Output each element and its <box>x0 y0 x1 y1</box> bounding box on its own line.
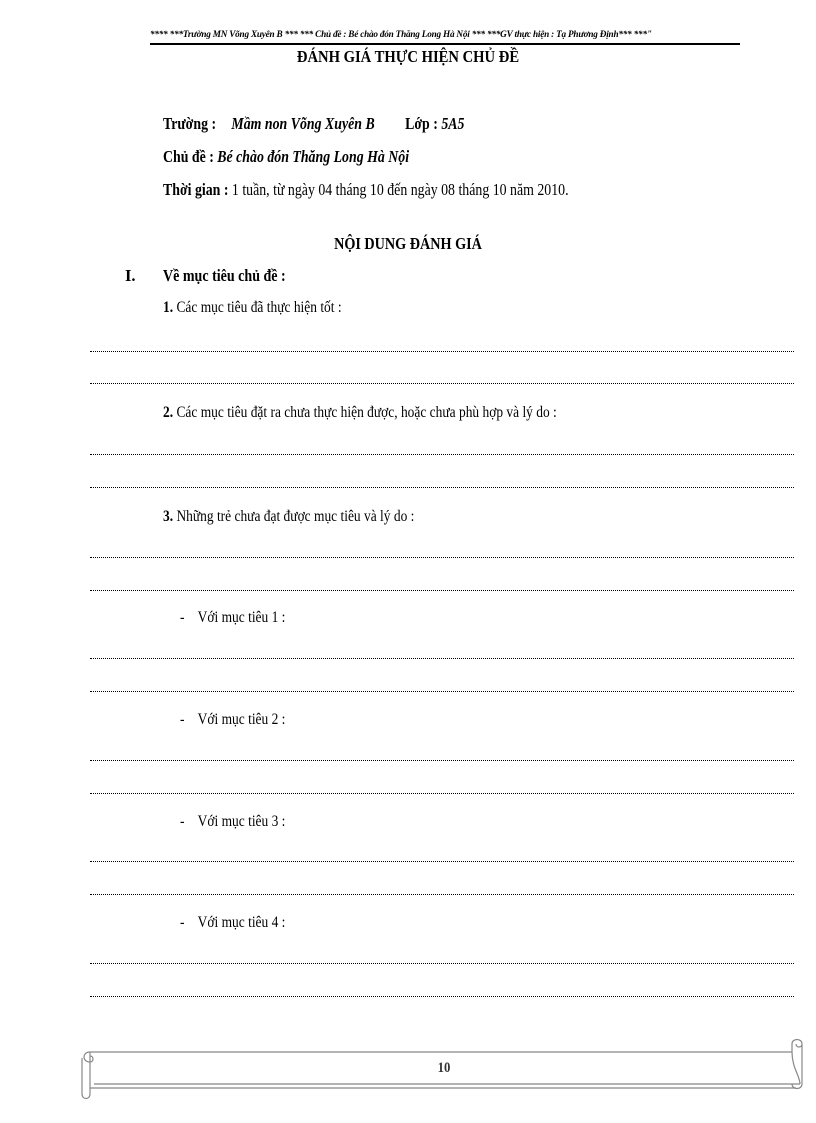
answer-line[interactable] <box>90 557 794 558</box>
item-number: 3. <box>163 508 174 525</box>
answer-line[interactable] <box>90 351 794 352</box>
time-line <box>163 180 569 200</box>
answer-line[interactable] <box>90 454 794 455</box>
answer-line[interactable] <box>90 658 794 659</box>
bullet-goal-3 <box>180 813 285 831</box>
page-number: 10 <box>437 1060 451 1076</box>
item-1 <box>163 299 342 317</box>
answer-line[interactable] <box>90 691 794 692</box>
topic-value: Bé chào đón Thăng Long Hà Nội <box>217 147 410 166</box>
answer-line[interactable] <box>90 383 794 384</box>
topic-label: Chủ đề : <box>163 147 214 166</box>
bullet-dash: - <box>180 914 185 931</box>
item-2 <box>163 404 557 422</box>
answer-line[interactable] <box>90 963 794 964</box>
section-numeral: I. <box>125 266 136 285</box>
bullet-text: Với mục tiêu 2 : <box>197 711 286 728</box>
bullet-dash: - <box>180 813 185 830</box>
class-label: Lớp : <box>405 114 438 133</box>
bullet-text: Với mục tiêu 3 : <box>197 813 286 830</box>
item-text: Những trẻ chưa đạt được mục tiêu và lý do : <box>176 508 415 525</box>
bullet-text: Với mục tiêu 1 : <box>197 609 286 626</box>
school-line <box>163 114 464 134</box>
item-3 <box>163 508 414 526</box>
bullet-dash: - <box>180 609 185 626</box>
item-text: Các mục tiêu đặt ra chưa thực hiện được, hoặc chưa phù hợp và lý do : <box>176 404 557 421</box>
bullet-goal-1 <box>180 609 285 627</box>
topic-line <box>163 147 409 167</box>
bullet-text: Với mục tiêu 4 : <box>197 914 286 931</box>
item-number: 1. <box>163 299 174 316</box>
answer-line[interactable] <box>90 861 794 862</box>
time-value: 1 tuần, từ ngày 04 tháng 10 đến ngày 08 tháng 10 năm 2010. <box>231 180 569 199</box>
answer-line[interactable] <box>90 487 794 488</box>
bullet-dash: - <box>180 711 185 728</box>
bullet-goal-4 <box>180 914 285 932</box>
school-label: Trường : <box>163 114 217 133</box>
section-title: NỘI DUNG ĐÁNH GIÁ <box>334 234 482 253</box>
school-value: Mầm non Võng Xuyên B <box>231 114 375 133</box>
answer-line[interactable] <box>90 590 794 591</box>
header-rule <box>150 43 740 45</box>
running-header: **** ***Trường MN Võng Xuyên B *** *** Chủ đề : Bé chào đón Thăng Long Hà Nội *** ***GV thực hiện : Tạ Phương Định*** ***" <box>150 29 652 39</box>
time-label: Thời gian : <box>163 180 229 199</box>
section-label: Về mục tiêu chủ đề : <box>163 266 286 285</box>
item-number: 2. <box>163 404 174 421</box>
class-value: 5A5 <box>441 114 465 133</box>
bullet-goal-2 <box>180 711 285 729</box>
answer-line[interactable] <box>90 793 794 794</box>
answer-line[interactable] <box>90 996 794 997</box>
answer-line[interactable] <box>90 760 794 761</box>
answer-line[interactable] <box>90 894 794 895</box>
item-text: Các mục tiêu đã thực hiện tốt : <box>176 299 342 316</box>
document-title: ĐÁNH GIÁ THỰC HIỆN CHỦ ĐỀ <box>296 47 520 66</box>
